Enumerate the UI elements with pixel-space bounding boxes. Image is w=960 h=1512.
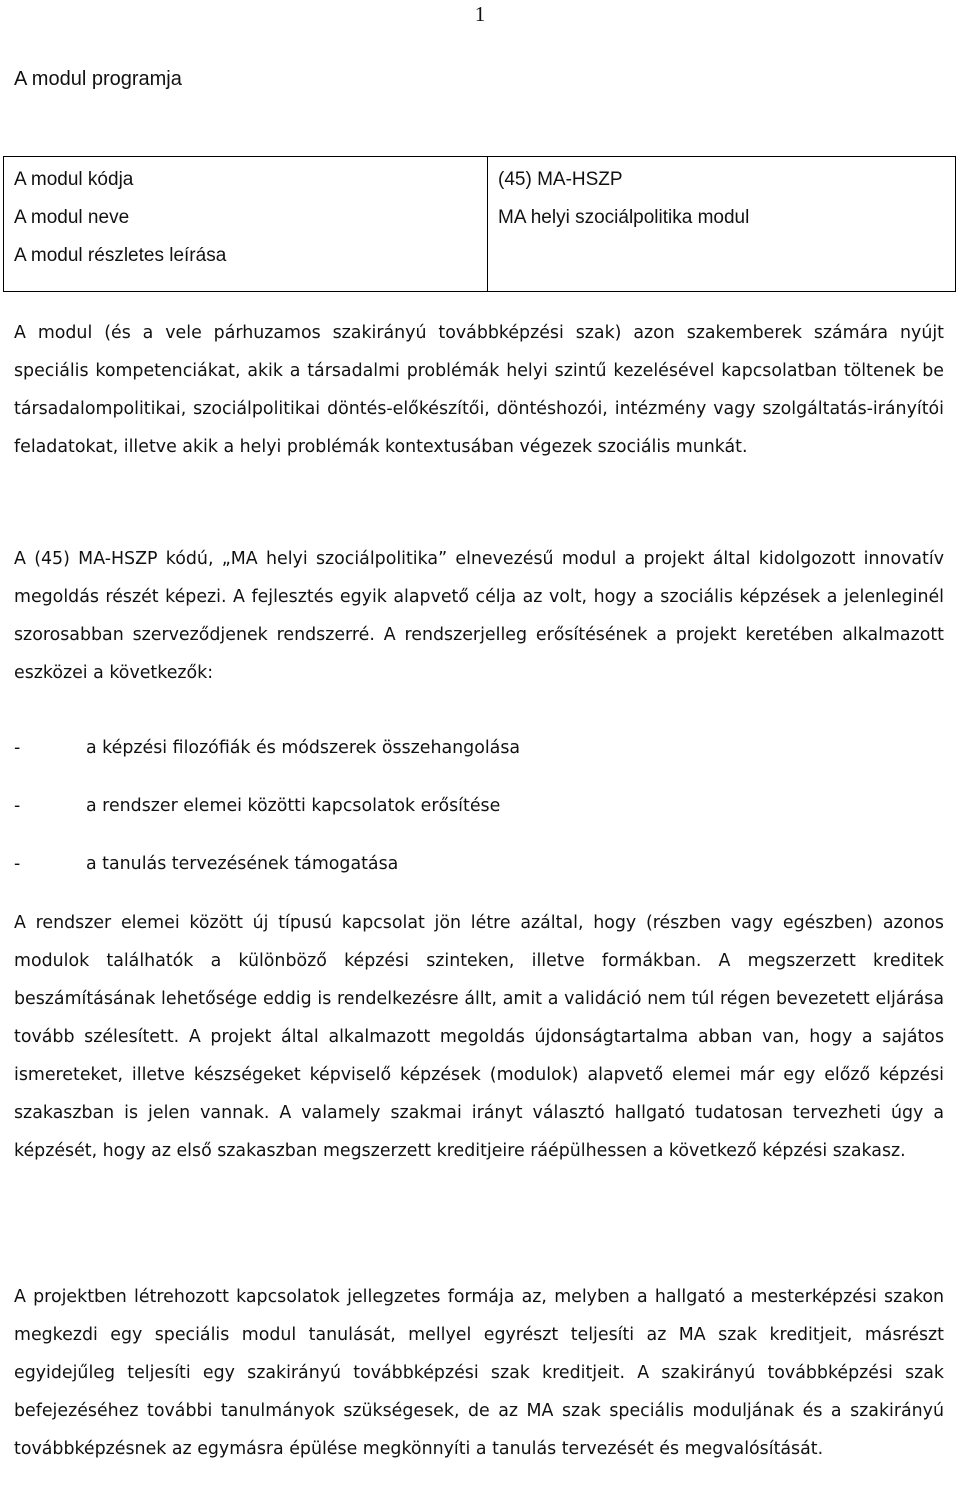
program-title: A modul programja [14,68,182,90]
paragraph-intro: A modul (és a vele párhuzamos szakirányú továbbképzési szak) azon szakemberek számára nyújt speciális kompetenciákat, akik a társadalmi problémák helyi szintű kezelésével kapcsolatban töltenek be társadalompolitikai, szociálpolitikai döntés-előkészítői, döntéshozói, intézmény vagy szolgáltatás-irányítói feladatokat, illetve akik a helyi problémák kontextusában végezek szociális munkát. [14,323,944,457]
list-item [14,729,944,787]
module-name-value: MA helyi szociálpolitika modul [498,207,750,228]
tools-list [14,729,944,903]
table-row [4,157,956,292]
list-dash: - [14,738,21,758]
list-dash: - [14,854,21,874]
module-description-label: A modul részletes leírása [14,245,227,266]
list-item-text: a rendszer elemei közötti kapcsolatok erősítése [86,796,501,816]
list-item [14,787,944,845]
module-name-label: A modul neve [14,207,130,228]
list-item [14,845,944,903]
list-item-text: a képzési filozófiák és módszerek összehangolása [86,738,521,758]
module-description-value [498,243,945,281]
page-number: 1 [474,2,486,26]
paragraph-module-innovation: A (45) MA-HSZP kódú, „MA helyi szociálpolitika” elnevezésű modul a projekt által kidolgozott innovatív megoldás részét képezi. A fejlesztés egyik alapvető célja az volt, hogy a szociális képzések a jelenleginél szorosabban szerveződjenek rendszerré. A rendszerjelleg erősítésének a projekt keretében alkalmazott eszközei a következők: [14,549,944,683]
module-info-table [3,156,956,292]
module-code-value: (45) MA-HSZP [498,169,623,190]
module-code-label: A modul kódja [14,169,134,190]
table-value-column [488,157,956,292]
table-label-column [4,157,488,292]
list-item-text: a tanulás tervezésének támogatása [86,854,399,874]
paragraph-project-connections: A projektben létrehozott kapcsolatok jellegzetes formája az, melyben a hallgató a mesterképzési szakon megkezdi egy speciális modul tanulását, mellyel egyrészt teljesíti az MA szak kreditjeit, másrészt egyidejűleg teljesíti egy szakirányú továbbképzési szak kreditjeit. A szakirányú továbbképzési szak befejezéséhez további tanulmányok szükségesek, de az MA szak speciális moduljának és a szakirányú továbbképzésnek az egymásra épülése megkönnyíti a tanulás tervezését és megvalósítását. [14,1287,944,1459]
paragraph-system-elements: A rendszer elemei között új típusú kapcsolat jön létre azáltal, hogy (részben vagy egészben) azonos modulok találhatók a különböző képzési szinteken, illetve formákban. A megszerzett kreditek beszámításának lehetősége eddig is rendelkezésre állt, amit a validáció nem túl régen bevezetett eljárása tovább szélesített. A projekt által alkalmazott megoldás újdonságtartalma abban van, hogy a sajátos ismereteket, illetve készségeket képviselő képzések (modulok) alapvető elemei már egy előző képzési szakaszban is jelen vannak. A valamely szakmai irányt választó hallgató tudatosan tervezheti úgy a képzését, hogy az első szakaszban megszerzett kreditjeire ráépülhessen a következő képzési szakasz. [14,913,944,1161]
list-dash: - [14,796,21,816]
